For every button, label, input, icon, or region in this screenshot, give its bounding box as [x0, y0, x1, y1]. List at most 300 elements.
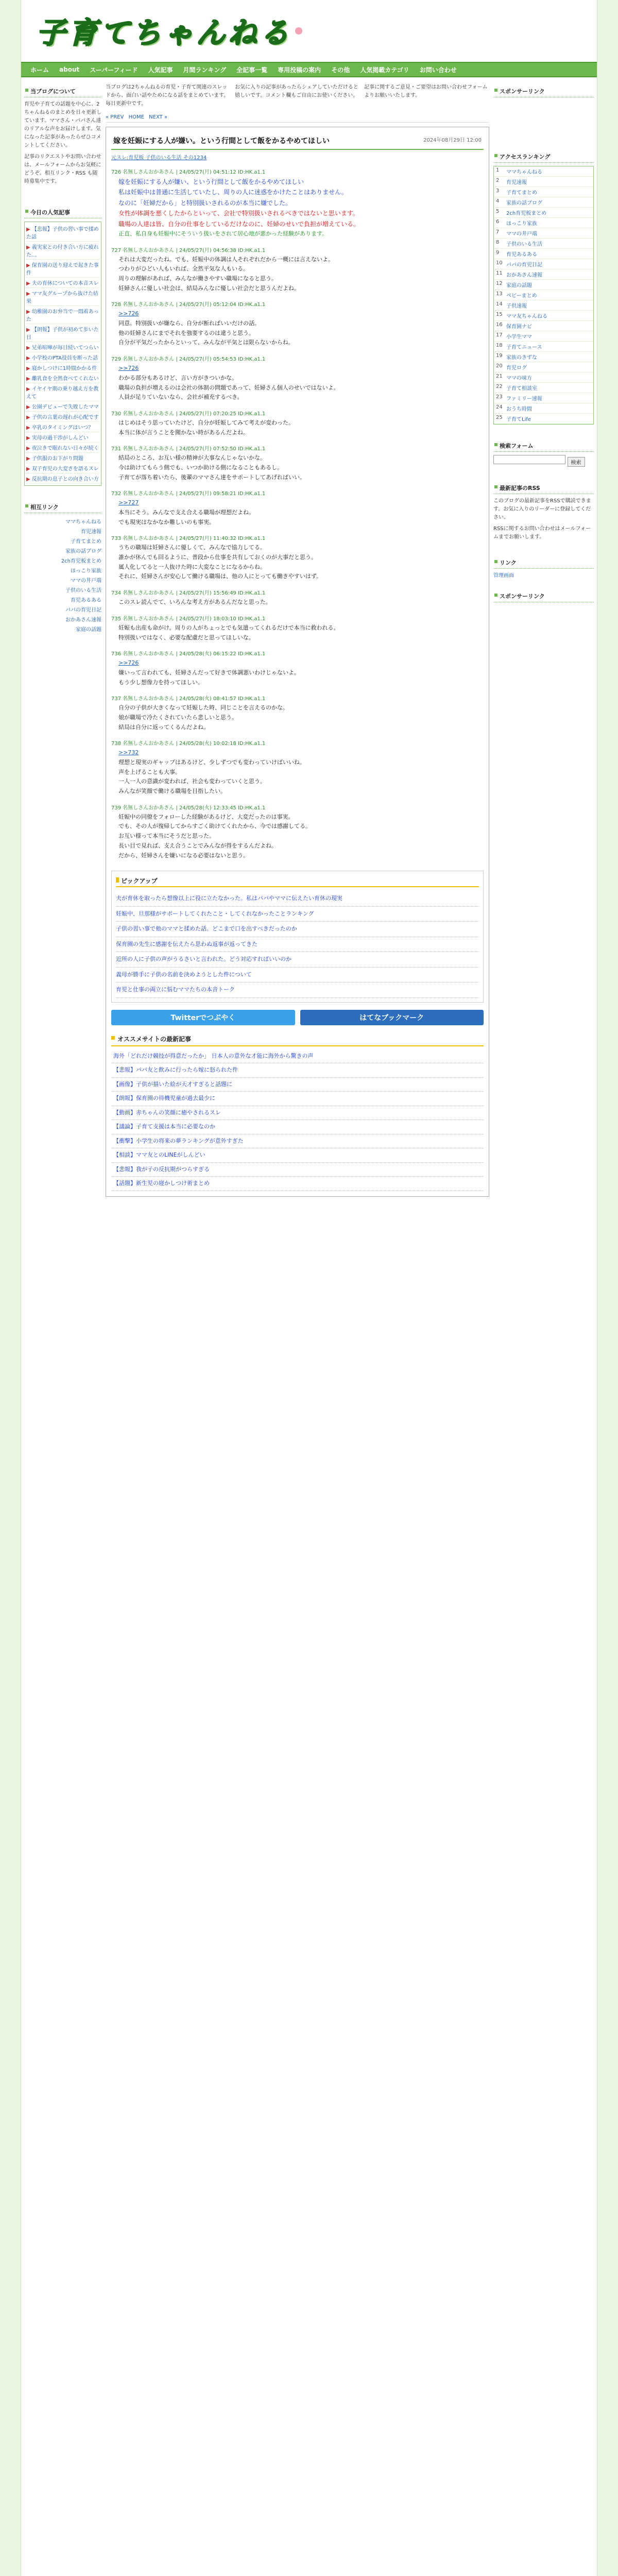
- nav-link[interactable]: 人気掲載カテゴリ: [360, 66, 409, 74]
- access-rank-number: 9: [496, 250, 500, 256]
- ranking-item[interactable]: [26, 473, 99, 484]
- access-rank-number: 19: [496, 353, 503, 359]
- admin-link[interactable]: 管理画面: [493, 573, 514, 579]
- intro: [106, 81, 489, 112]
- access-rank-number: 3: [496, 188, 500, 194]
- thread-post: [111, 650, 484, 687]
- access-rank-number: 7: [496, 229, 500, 235]
- thread-post: [111, 615, 484, 642]
- access-rank-number: 16: [496, 322, 503, 328]
- access-ranking-list: [493, 166, 594, 425]
- post-line: 娘が職場で冷たくされていたら悲しいと思う。: [118, 714, 237, 721]
- post-line: 周りの理解があれば、みんなが働きやすい職場になると思う。: [118, 275, 277, 282]
- access-item-label: ベビーまとめ: [506, 293, 537, 299]
- ranking-item[interactable]: [26, 306, 99, 324]
- post-line: 特別扱いではなく、必要な配慮だと思ってほしいな。: [118, 634, 254, 641]
- post-body: [111, 364, 484, 402]
- access-rank-number: 18: [496, 343, 503, 348]
- access-item-label: 家庭の話題: [506, 283, 532, 289]
- post-line: うちの職場は妊婦さんに優しくて、みんなで協力してる。: [118, 544, 266, 551]
- blogroll-heading: 相互リンク: [24, 501, 101, 513]
- post-body: [111, 177, 484, 239]
- post-line: それに、妊婦さんが安心して働ける職場は、他の人にとっても働きやすいはず。: [118, 573, 322, 580]
- nav-link[interactable]: 全記事一覧: [236, 66, 268, 74]
- blogroll-item[interactable]: パパの育児日記: [65, 607, 101, 613]
- post-line: 妊娠中の同僚をフォローした経験があるけど、大変だったのは事実。: [118, 813, 294, 820]
- thread-post: [111, 168, 484, 239]
- access-rank-number: 13: [496, 291, 503, 297]
- post-header: 738 名無しさんおかあさん | 24/05/28(火) 10:02:18 ID:HK.a1.1: [111, 741, 266, 747]
- post-line: でも、その人が復帰してからすごく助けてくれたから、今では感謝してる。: [118, 823, 311, 830]
- bullet-icon: ▶: [26, 291, 30, 297]
- post-header: 737 名無しさんおかあさん | 24/05/28(火) 08:41:57 ID:HK.a1.1: [111, 696, 266, 702]
- blogroll-item[interactable]: おかあさん速報: [65, 617, 101, 623]
- pickup-item[interactable]: 子供の習い事で他のママと揉めた話。どこまで口を出すべきだったのか: [116, 922, 479, 937]
- bullet-icon: ▶: [26, 366, 30, 371]
- reply-anchor[interactable]: >>726: [118, 659, 139, 667]
- access-item-label: ママの味方: [506, 376, 532, 381]
- post-line: 一人一人の意識が変われば、社会も変わっていくと思う。: [118, 778, 266, 785]
- post-body: [111, 418, 484, 437]
- post-line: このスレ読んでて、いろんな考え方があるんだなと思った。: [118, 599, 271, 606]
- thread-posts: [111, 168, 484, 860]
- bullet-icon: ▶: [26, 263, 30, 268]
- access-item-label: おかあさん速報: [506, 273, 542, 278]
- nav-link[interactable]: お問い合わせ: [419, 66, 457, 74]
- thread-post: [111, 489, 484, 527]
- recent-item[interactable]: 【悲報】我が子の反抗期がつらすぎる: [111, 1163, 484, 1177]
- bullet-icon: ▶: [26, 245, 30, 250]
- thread-post: [111, 534, 484, 582]
- intro-right: 記事に関するご意見・ご要望はお問い合わせフォームよりお願いいたします。: [364, 84, 488, 98]
- access-item[interactable]: [494, 197, 593, 208]
- ranking-item[interactable]: [26, 432, 99, 443]
- right-sidebar: [493, 81, 594, 1197]
- access-item-label: ファミリー速報: [506, 396, 542, 402]
- left-sidebar: [24, 81, 101, 1197]
- recent-item[interactable]: 海外「どれだけ競技が得意だったか」 日本人の意外な才能に海外から驚きの声: [111, 1049, 484, 1064]
- post-body: [111, 812, 484, 860]
- reply-anchor[interactable]: >>726: [118, 310, 139, 317]
- blogroll-item[interactable]: 子育てまとめ: [71, 539, 101, 545]
- rss-text-2: RSSに関するお問い合わせはメールフォームまでお願いします。: [493, 526, 591, 540]
- bullet-icon: ▶: [26, 466, 30, 472]
- access-rank-number: 22: [496, 384, 503, 389]
- access-item[interactable]: [494, 228, 593, 239]
- access-item[interactable]: [494, 331, 593, 342]
- page: [21, 0, 597, 2576]
- ranking-heading: 今日の人気記事: [24, 207, 101, 218]
- sponsor-heading-2: スポンサーリンク: [493, 590, 594, 602]
- pickup-list: [116, 891, 479, 998]
- ranking-item[interactable]: [26, 401, 99, 412]
- post-body: [111, 255, 484, 294]
- blogroll-item[interactable]: 2ch育児板まとめ: [61, 558, 101, 564]
- post-line: つわりがひどい人もいれば、全然平気な人もいる。: [118, 265, 249, 273]
- blogroll-item[interactable]: ほっこり家族: [71, 568, 101, 574]
- pickup-box: [111, 871, 484, 1003]
- post-line: それは大変だったね。でも、妊娠中の体調は人それぞれだから一概には言えないよ。: [118, 256, 334, 263]
- intro-mid: お気に入りの記事があったらシェアしていただけると嬉しいです。コメント欄もご自由にお使いください。: [235, 84, 358, 98]
- post-header: 734 名無しさんおかあさん | 24/05/27(月) 15:56:49 ID:HK.a1.1: [111, 590, 266, 597]
- post-header: 728 名無しさんおかあさん | 24/05/27(月) 05:12:04 ID:HK.a1.1: [111, 302, 266, 308]
- access-rank-number: 24: [496, 404, 503, 410]
- reply-anchor[interactable]: >>732: [118, 749, 139, 756]
- thread-post: [111, 589, 484, 607]
- access-item-label: 育児あるある: [506, 252, 537, 258]
- ranking-item[interactable]: [26, 453, 99, 463]
- ranking-item-label: 寝かしつけに1時間かかる件: [31, 366, 97, 371]
- thread-post: [111, 410, 484, 437]
- thread-post: [111, 300, 484, 348]
- pickup-item[interactable]: 保育園の先生に感謝を伝えたら思わぬ返事が返ってきた: [116, 937, 479, 953]
- thread-post: [111, 694, 484, 732]
- ranking-item[interactable]: [26, 242, 99, 260]
- access-item[interactable]: [494, 269, 593, 280]
- bullet-icon: ▶: [26, 327, 30, 333]
- post-header: 739 名無しさんおかあさん | 24/05/28(火) 12:33:45 ID:HK.a1.1: [111, 805, 266, 811]
- sponsor-slot: [493, 100, 594, 147]
- post-body: [111, 703, 484, 732]
- access-rank-number: 17: [496, 332, 503, 338]
- access-rank-number: 23: [496, 394, 503, 400]
- post-line: 私は妊娠中は普通に生活していたし、周りの人に迷惑をかけたことはありません。: [118, 189, 348, 196]
- post-line: もう少し想像力を持ってほしい。: [118, 679, 203, 686]
- search-heading: 検索フォーム: [493, 440, 594, 452]
- intro-left: 当ブログは2ちゃんねるの育児・子育て関連のスレッドから、面白い話やためになる話をまとめています。毎日更新中です。: [106, 84, 229, 107]
- bullet-icon: ▶: [26, 415, 30, 420]
- access-item-label: 家族のきずな: [506, 355, 537, 361]
- recent-item[interactable]: 【議論】子育て支援は本当に必要なのか: [111, 1120, 484, 1134]
- nav-link[interactable]: 人気記事: [148, 66, 173, 74]
- access-rank-number: 8: [496, 240, 500, 245]
- post-line: 長い目で見れば、支え合うことでみんなが得をするんだよね。: [118, 842, 277, 849]
- access-item-label: 子育てLife: [506, 417, 531, 422]
- access-rank-number: 11: [496, 270, 503, 276]
- post-line: わかる部分もあるけど、言い方がきついかな。: [118, 374, 237, 381]
- access-item[interactable]: [494, 280, 593, 290]
- post-header: 730 名無しさんおかあさん | 24/05/27(月) 07:20:25 ID:HK.a1.1: [111, 411, 266, 417]
- ranking-item[interactable]: [26, 224, 99, 242]
- access-rank-number: 12: [496, 281, 503, 286]
- blogroll-item[interactable]: ママの井戸端: [71, 578, 101, 584]
- home-link[interactable]: HOME: [128, 114, 144, 120]
- access-item[interactable]: [494, 414, 593, 424]
- twitter-share-button[interactable]: Twitterでつぶやく: [111, 1010, 295, 1025]
- post-body: [111, 543, 484, 582]
- rss-heading: 最新記事のRSS: [493, 482, 594, 494]
- access-item-label: パパの育児日記: [506, 262, 542, 268]
- post-line: 今は助けてもらう側でも、いつか助ける側になることもあるし。: [118, 464, 283, 471]
- hatena-bookmark-button[interactable]: はてなブックマーク: [300, 1010, 484, 1025]
- post-line: 声を上げることも大事。: [118, 768, 181, 775]
- bullet-icon: ▶: [26, 345, 30, 351]
- blogroll-item[interactable]: 育児あるある: [71, 598, 101, 603]
- ranking-item[interactable]: [26, 363, 99, 373]
- recent-item[interactable]: 【悲報】パパ友と飲みに行ったら嫁に怒られた件: [111, 1063, 484, 1078]
- access-item[interactable]: [494, 342, 593, 352]
- bullet-icon: ▶: [26, 355, 30, 361]
- search-button[interactable]: 検索: [568, 457, 585, 467]
- access-rank-number: 10: [496, 260, 503, 266]
- nav-link[interactable]: 専用投稿の案内: [278, 66, 321, 74]
- access-item[interactable]: [494, 362, 593, 372]
- post-body: [111, 498, 484, 527]
- bullet-icon: ▶: [26, 404, 30, 410]
- post-line: 自分が平気だったからといって、みんなが平気とは限らないからね。: [118, 339, 294, 346]
- access-rank-number: 1: [496, 167, 500, 173]
- access-item[interactable]: [494, 259, 593, 269]
- post-line: 誰かが休んでも回るように、普段から仕事を共有しておくのが大事だと思う。: [118, 554, 317, 561]
- thread-post: [111, 445, 484, 482]
- post-line: 自分の子供が大きくなって妊娠した時、同じことを言えるのかな。: [118, 704, 288, 711]
- access-rank-number: 2: [496, 178, 500, 183]
- access-item-label: 子育て相談室: [506, 386, 537, 392]
- access-rank-number: 5: [496, 209, 500, 214]
- access-item-label: 保育園ナビ: [506, 324, 532, 330]
- prev-link[interactable]: « PREV: [106, 114, 124, 120]
- post-line: みんなが笑顔で働ける職場を目指したい。: [118, 788, 226, 795]
- access-item[interactable]: [494, 321, 593, 331]
- site-logo[interactable]: 子育てちゃんねる: [37, 16, 292, 50]
- ranking-item-label: イヤイヤ期の乗り越え方を教えて: [26, 386, 99, 400]
- post-line: 結局は自分に返ってくるんだよね。: [118, 723, 209, 731]
- access-item[interactable]: [494, 166, 593, 177]
- access-item-label: 子供速報: [506, 303, 527, 309]
- post-line: 正直、私自身も妊娠中にそういう扱いをされて居心地が悪かった経験があります。: [118, 230, 328, 237]
- ranking-item-label: 卒乳のタイミングはいつ？: [31, 425, 94, 431]
- recent-item[interactable]: 【動画】赤ちゃんの笑顔に癒やされるスレ: [111, 1106, 484, 1121]
- bullet-icon: ▶: [26, 456, 30, 462]
- post-line: でも現実はなかなか難しいのも事実。: [118, 518, 215, 526]
- access-item[interactable]: [494, 218, 593, 228]
- article-title-bar: [111, 132, 484, 150]
- post-line: 女性が体調を悪くしたからといって、会社で特別扱いされるべきではないと思います。: [118, 210, 359, 217]
- access-item-label: 育児ログ: [506, 365, 527, 371]
- reply-anchor[interactable]: >>726: [118, 365, 139, 372]
- logo-decoration-icon: [295, 27, 302, 35]
- access-item[interactable]: [494, 290, 593, 300]
- post-line: 子育てが落ち着いたら、後輩のママさん達をサポートしてあげればいい。: [118, 473, 305, 481]
- pickup-item[interactable]: 義母が勝手に子供の名前を決めようとした件について: [116, 968, 479, 983]
- access-item[interactable]: [494, 208, 593, 218]
- ranking-item[interactable]: [26, 342, 99, 352]
- pickup-item[interactable]: 妊娠中、旦那様がサポートしてくれたこと・してくれなかったことランキング: [116, 907, 479, 922]
- access-item[interactable]: [494, 177, 593, 187]
- bullet-icon: ▶: [26, 309, 30, 315]
- access-item-label: 子供のいる生活: [506, 242, 542, 247]
- post-body: [111, 453, 484, 482]
- access-rank-number: 25: [496, 415, 503, 420]
- global-nav: [21, 62, 597, 77]
- access-item[interactable]: [494, 300, 593, 311]
- recent-item[interactable]: 【画像】子供が描いた絵が天才すぎると話題に: [111, 1078, 484, 1092]
- ranking-item[interactable]: [26, 422, 99, 432]
- post-line: 結局のところ、お互い様の精神が大事なんじゃないかな。: [118, 454, 266, 462]
- ranking-item[interactable]: [26, 443, 99, 453]
- pager: [106, 112, 489, 123]
- post-line: はじめはそう思っていたけど、自分が妊娠してみて考えが変わった。: [118, 419, 294, 426]
- pickup-item[interactable]: 近所の人に子供の声がうるさいと言われた。どう対応すればいいのか: [116, 952, 479, 968]
- article-date: 2024年08月29日 12:00: [423, 138, 482, 143]
- ranking-item-label: 義実家との付き合い方に疲れた…: [26, 245, 99, 258]
- thread-post: [111, 246, 484, 294]
- ranking-item[interactable]: [26, 260, 99, 278]
- post-header: 736 名無しさんおかあさん | 24/05/28(火) 06:15:22 ID:HK.a1.1: [111, 651, 266, 657]
- about-text-2: 記事のリクエストやお問い合わせは、メールフォームからお気軽にどうぞ。相互リンク・RSS も随時募集中です。: [24, 154, 101, 184]
- next-link[interactable]: NEXT »: [149, 114, 168, 120]
- access-rank-number: 6: [496, 219, 500, 225]
- access-rank-number: 4: [496, 198, 500, 204]
- ranking-item[interactable]: [26, 373, 99, 383]
- bullet-icon: ▶: [26, 435, 30, 441]
- post-line: 本当に体が言うことを聞かない時があるんだよね。: [118, 429, 249, 436]
- access-item[interactable]: [494, 187, 593, 197]
- post-line: 嫁を妊娠にする人が嫌い、という行間として飯をかるやめてほしい: [118, 178, 304, 185]
- post-body: [111, 658, 484, 687]
- post-line: お互い様って本当にそうだと思った。: [118, 833, 215, 840]
- post-line: 職場の負担が増えるのは会社の体制の問題であって、妊婦さん個人のせいではないよ。: [118, 384, 339, 391]
- bullet-icon: ▶: [26, 281, 30, 286]
- article: [106, 127, 489, 1197]
- rss-text: このブログの最新記事をRSSで購読できます。お気に入りのリーダーに登録してください。: [493, 498, 591, 520]
- bullet-icon: ▶: [26, 446, 30, 451]
- access-item-label: 子育てニュース: [506, 345, 542, 350]
- ranking-item-label: ママ友グループから抜けた結果: [26, 291, 98, 304]
- ranking-item[interactable]: [26, 383, 99, 401]
- nav-link[interactable]: その他: [331, 66, 350, 74]
- access-item-label: ママ友ちゃんねる: [506, 314, 547, 319]
- ranking-item-label: 離乳食を全然食べてくれない: [31, 376, 99, 382]
- ranking-item-label: 【悲報】子供の習い事で揉めた話: [26, 227, 99, 240]
- post-line: だから、妊婦さんを嫌いになる必要はないと思う。: [118, 852, 249, 859]
- ranking-item-label: 小学校のPTA役員を断った話: [31, 355, 98, 361]
- blogroll-item[interactable]: ママちゃんねる: [65, 519, 101, 525]
- recent-item[interactable]: 【相談】ママ友とのLINEがしんどい: [111, 1148, 484, 1163]
- recent-item[interactable]: 【朗報】保育園の待機児童が過去最少に: [111, 1092, 484, 1106]
- access-rank-number: 20: [496, 363, 503, 369]
- nav-link[interactable]: ホーム: [30, 66, 49, 74]
- source-link[interactable]: 元スレ:育児板 子供のいる生活 その1234: [111, 155, 207, 161]
- access-item-label: 小学生ママ: [506, 334, 532, 340]
- bullet-icon: ▶: [26, 425, 30, 431]
- post-line: 他の妊婦さんにまでそれを強要するのは違うと思う。: [118, 329, 254, 336]
- access-item[interactable]: [494, 311, 593, 321]
- post-header: 726 名無しさんおかあさん | 24/05/27(月) 04:51:12 ID:HK.a1.1: [111, 170, 266, 175]
- recent-item[interactable]: 【衝撃】小学生の将来の夢ランキングが意外すぎた: [111, 1134, 484, 1149]
- ranking-item[interactable]: [26, 463, 99, 473]
- access-item[interactable]: [494, 239, 593, 249]
- post-body: [111, 309, 484, 348]
- ranking-item[interactable]: [26, 412, 99, 422]
- pickup-item[interactable]: 育児と仕事の両立に悩むママたちの本音トーク: [116, 982, 479, 998]
- about-text: 育児や子育ての話題を中心に、2ちゃんねるのまとめを日々更新しています。ママさん・パパさん達のリアルな声をお届けします。気になった記事があったらぜひコメントしてください。: [24, 101, 101, 148]
- ranking-item[interactable]: [26, 288, 99, 306]
- access-item[interactable]: [494, 372, 593, 383]
- post-body: [111, 748, 484, 796]
- reply-anchor[interactable]: >>727: [118, 499, 139, 506]
- access-item[interactable]: [494, 383, 593, 393]
- site-header: [21, 0, 597, 62]
- about-heading: 当ブログについて: [24, 86, 101, 97]
- access-item[interactable]: [494, 393, 593, 403]
- post-header: 727 名無しさんおかあさん | 24/05/27(月) 04:56:38 ID:HK.a1.1: [111, 247, 266, 253]
- nav-link[interactable]: about: [59, 66, 80, 73]
- bullet-icon: ▶: [26, 376, 30, 382]
- search-input[interactable]: [493, 455, 565, 464]
- ranking-item-label: 双子育児の大変さを語るスレ: [31, 466, 99, 472]
- recent-item[interactable]: 【話題】新生児の寝かしつけ術まとめ: [111, 1177, 484, 1191]
- access-rank-number: 15: [496, 312, 503, 317]
- thread-post: [111, 739, 484, 796]
- ranking-item[interactable]: [26, 278, 99, 288]
- bullet-icon: ▶: [26, 477, 30, 482]
- sponsor-heading: スポンサーリンク: [493, 86, 594, 97]
- post-line: 属人化してると一人抜けた時に大変なことになるからね。: [118, 563, 266, 570]
- ranking-item-label: 実母の過干渉がしんどい: [31, 435, 89, 441]
- access-item[interactable]: [494, 249, 593, 259]
- pickup-item[interactable]: 夫が育休を取ったら想像以上に役に立たなかった。私はパパやママに伝えたい育休の現実: [116, 891, 479, 907]
- access-item[interactable]: [494, 403, 593, 414]
- access-item-label: ママちゃんねる: [506, 170, 542, 175]
- link-heading: リンク: [493, 557, 594, 569]
- access-item-label: おうち時間: [506, 406, 532, 412]
- search-form: [493, 455, 594, 467]
- access-item[interactable]: [494, 352, 593, 362]
- post-line: 職場の人達は皆、自分の仕事をしているだけなのに、妊婦のせいで負担が増えている。: [118, 220, 360, 228]
- blogroll-item[interactable]: 家庭の話題: [76, 627, 101, 633]
- post-line: 人員が足りていないなら、会社が補充するべき。: [118, 394, 243, 401]
- share-buttons: [111, 1010, 484, 1025]
- bullet-icon: ▶: [26, 227, 30, 232]
- recent-heading: オススメサイトの最新記事: [111, 1032, 484, 1046]
- ranking-item-label: 兄弟喧嘩が毎日続いてつらい: [31, 345, 99, 351]
- post-line: 同意。特別扱いが嫌なら、自分が断ればいいだけの話。: [118, 320, 260, 327]
- ranking-item-label: 幼稚園のお弁当で一悶着あった: [26, 309, 99, 323]
- pickup-heading: ピックアップ: [116, 875, 479, 887]
- ranking-item-label: 子供服のお下がり問題: [31, 456, 83, 462]
- nav-link[interactable]: 月間ランキング: [183, 66, 227, 74]
- access-rank-number: 21: [496, 374, 503, 379]
- ranking-item-label: 保育園の送り迎えで起きた事件: [26, 263, 99, 276]
- ranking-item-label: 夜泣きで眠れない日々が続く: [31, 446, 99, 451]
- post-header: 733 名無しさんおかあさん | 24/05/27(月) 11:40:32 ID:HK.a1.1: [111, 536, 266, 542]
- blogroll-item[interactable]: 家族の話ブログ: [65, 549, 101, 554]
- post-line: 理想と現実のギャップはあるけど、少しずつでも変わっていけばいいね。: [118, 759, 305, 766]
- nav-link[interactable]: スーパーフィード: [90, 66, 138, 74]
- ranking-item[interactable]: [26, 352, 99, 363]
- blogroll-item[interactable]: 育児速報: [81, 529, 101, 535]
- post-line: 本当にそう。みんなで支え合える職場が理想だよね。: [118, 509, 254, 516]
- access-item-label: 2ch育児板まとめ: [506, 211, 547, 216]
- bullet-icon: ▶: [26, 386, 30, 392]
- post-header: 732 名無しさんおかあさん | 24/05/27(月) 09:58:21 ID:HK.a1.1: [111, 491, 266, 497]
- blogroll-item[interactable]: 子供のいる生活: [65, 588, 101, 594]
- access-item-label: ほっこり家族: [506, 221, 537, 227]
- recent-list: [111, 1049, 484, 1191]
- access-item-label: 子育てまとめ: [506, 190, 537, 196]
- thread-post: [111, 804, 484, 860]
- post-header: 731 名無しさんおかあさん | 24/05/27(月) 07:52:50 ID:HK.a1.1: [111, 446, 266, 452]
- post-header: 729 名無しさんおかあさん | 24/05/27(月) 05:54:53 ID:HK.a1.1: [111, 357, 266, 363]
- access-item-label: 家族の話ブログ: [506, 200, 542, 206]
- ranking-item[interactable]: [26, 324, 99, 342]
- ranking-item-label: 子供の言葉の遅れが心配です: [31, 415, 99, 420]
- post-body: [111, 598, 484, 607]
- ranking-item-label: 公園デビューで失敗したママ: [31, 404, 99, 410]
- post-header: 735 名無しさんおかあさん | 24/05/27(月) 18:03:10 ID:HK.a1.1: [111, 616, 266, 622]
- thread-post: [111, 355, 484, 402]
